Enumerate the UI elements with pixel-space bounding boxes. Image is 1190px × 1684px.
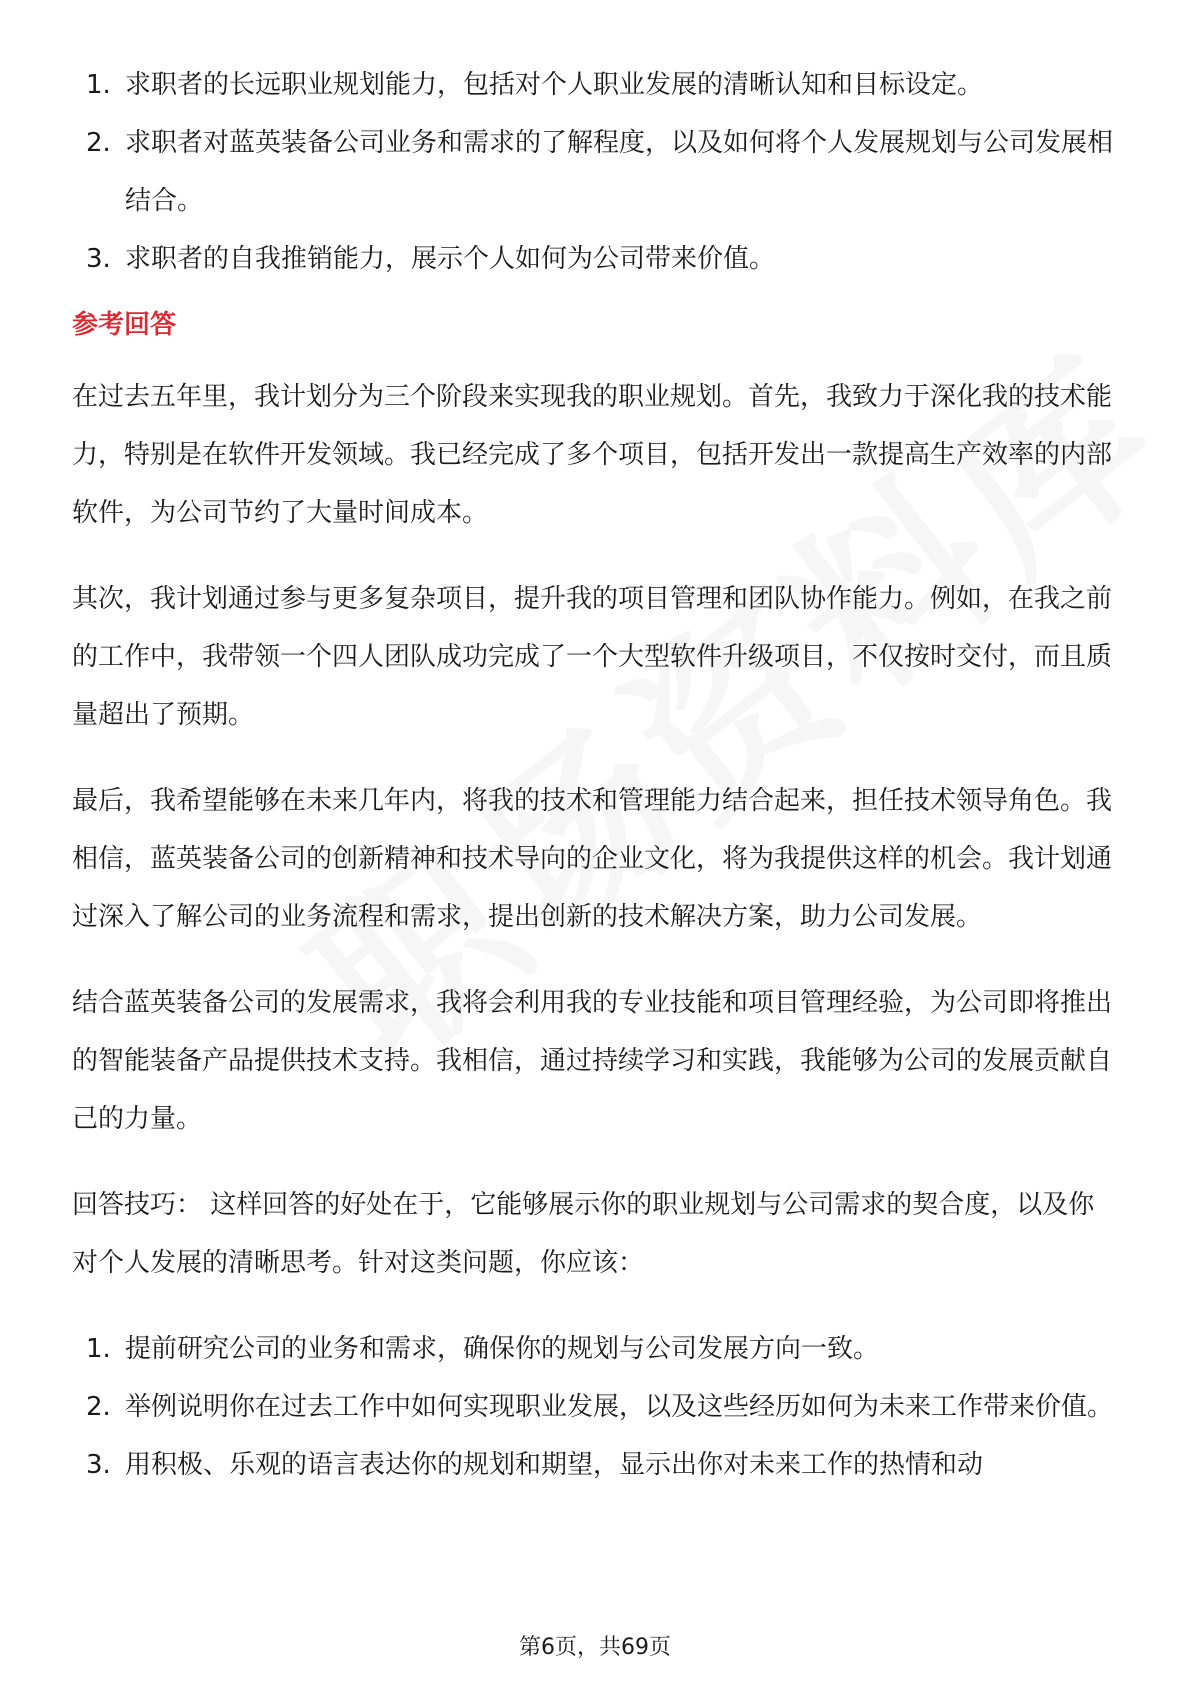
list-item-number: 1. bbox=[86, 1334, 111, 1364]
list-item-text: 举例说明你在过去工作中如何实现职业发展，以及这些经历如何为未来工作带来价值。 bbox=[125, 1392, 1114, 1422]
answer-paragraph: 最后，我希望能够在未来几年内，将我的技术和管理能力结合起来，担任技术领导角色。我相信，蓝英装备公司的创新精神和技术导向的企业文化，将为我提供这样的机会。我计划通过深入了解公司的业务流程和需求，提出创新的技术解决方案，助力公司发展。 bbox=[72, 786, 1113, 932]
list-item-text: 求职者的长远职业规划能力，包括对个人职业发展的清晰认知和目标设定。 bbox=[125, 70, 984, 100]
list-item bbox=[72, 114, 1118, 230]
list-item-number: 1. bbox=[86, 70, 111, 100]
list-item bbox=[72, 56, 1118, 114]
list-item bbox=[72, 230, 1118, 288]
page-number-footer: 第6页，共69页 bbox=[519, 1635, 671, 1660]
list-item-number: 2. bbox=[86, 1392, 111, 1422]
answer-paragraph: 在过去五年里，我计划分为三个阶段来实现我的职业规划。首先，我致力于深化我的技术能力，特别是在软件开发领域。我已经完成了多个项目，包括开发出一款提高生产效率的内部软件，为公司节约了大量时间成本。 bbox=[72, 382, 1113, 528]
list-item-text: 用积极、乐观的语言表达你的规划和期望，显示出你对未来工作的热情和动 bbox=[125, 1450, 984, 1480]
reference-answer-heading: 参考回答 bbox=[72, 310, 177, 340]
answer-paragraph: 其次，我计划通过参与更多复杂项目，提升我的项目管理和团队协作能力。例如，在我之前的工作中，我带领一个四人团队成功完成了一个大型软件升级项目，不仅按时交付，而且质量超出了预期。 bbox=[72, 584, 1113, 730]
page-content bbox=[72, 56, 1118, 1494]
list-item-number: 3. bbox=[86, 1450, 111, 1480]
answer-tips-paragraph: 回答技巧： 这样回答的好处在于，它能够展示你的职业规划与公司需求的契合度，以及你对个人发展的清晰思考。针对这类问题，你应该： bbox=[72, 1190, 1095, 1278]
list-item bbox=[72, 1378, 1118, 1436]
tips-list bbox=[72, 1320, 1118, 1494]
list-item-number: 3. bbox=[86, 244, 111, 274]
list-item bbox=[72, 1436, 1118, 1494]
list-item-number: 2. bbox=[86, 128, 111, 158]
answer-paragraph: 结合蓝英装备公司的发展需求，我将会利用我的专业技能和项目管理经验，为公司即将推出的智能装备产品提供技术支持。我相信，通过持续学习和实践，我能够为公司的发展贡献自己的力量。 bbox=[72, 988, 1113, 1134]
list-item-text: 求职者对蓝英装备公司业务和需求的了解程度，以及如何将个人发展规划与公司发展相结合。 bbox=[125, 128, 1114, 216]
evaluation-points-list bbox=[72, 56, 1118, 288]
list-item-text: 求职者的自我推销能力，展示个人如何为公司带来价值。 bbox=[125, 244, 776, 274]
list-item-text: 提前研究公司的业务和需求，确保你的规划与公司发展方向一致。 bbox=[125, 1334, 880, 1364]
list-item bbox=[72, 1320, 1118, 1378]
